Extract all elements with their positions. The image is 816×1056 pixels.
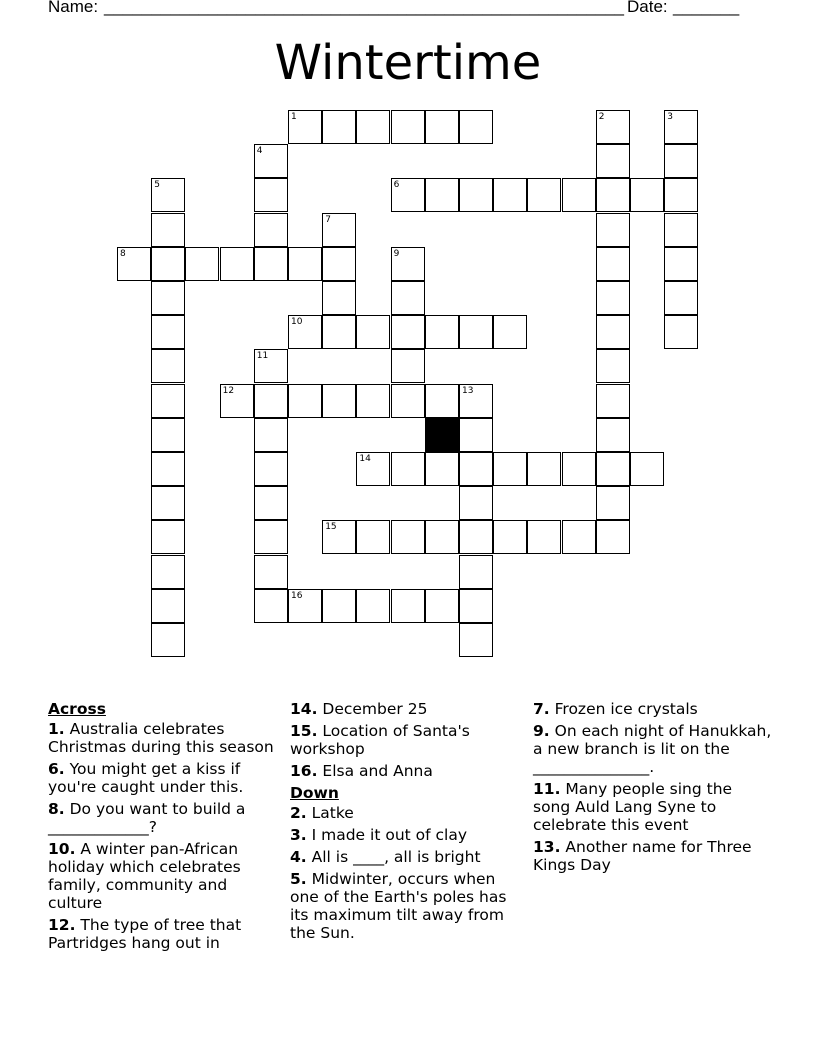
down-clue-list-continued (533, 700, 773, 874)
grid-cell[interactable] (322, 315, 356, 349)
grid-cell[interactable] (322, 589, 356, 623)
grid-cell[interactable] (151, 520, 185, 554)
across-clue (290, 722, 520, 758)
clue-text: Australia celebrates Christmas during this season (48, 720, 274, 756)
clue-number: 2 (598, 112, 605, 122)
across-clue-list-continued (290, 700, 520, 780)
grid-cell[interactable] (596, 247, 630, 281)
clue-text: December 25 (322, 700, 428, 718)
grid-cell[interactable] (356, 315, 390, 349)
across-clue (48, 800, 284, 836)
grid-cell[interactable] (151, 315, 185, 349)
grid-cell[interactable] (425, 384, 459, 418)
grid-cell[interactable] (254, 486, 288, 520)
grid-cell[interactable] (664, 281, 698, 315)
grid-cell[interactable] (493, 315, 527, 349)
grid-cell[interactable] (254, 589, 288, 623)
grid-cell[interactable] (493, 178, 527, 212)
down-clue (533, 722, 773, 776)
down-clue-list (290, 804, 520, 942)
grid-cell[interactable] (220, 247, 254, 281)
across-clue (48, 840, 284, 912)
clues-column-1 (48, 700, 284, 956)
grid-cell[interactable] (459, 110, 493, 144)
grid-cell[interactable] (425, 178, 459, 212)
grid-cell[interactable] (356, 520, 390, 554)
clue-number: 9 (393, 248, 400, 259)
clue-text: The type of tree that Partridges hang out in (48, 916, 242, 952)
grid-cell[interactable] (288, 384, 322, 418)
grid-cell[interactable] (254, 520, 288, 554)
grid-cell[interactable] (493, 520, 527, 554)
clue-number-label: 14. (290, 700, 318, 718)
clue-text: Do you want to build a _____________? (48, 800, 246, 836)
clue-number-label: 15. (290, 722, 318, 740)
clue-text: Midwinter, occurs when one of the Earth's poles has its maximum tilt away from the Sun. (290, 870, 507, 942)
grid-cell[interactable] (391, 452, 425, 486)
clue-number-label: 2. (290, 804, 307, 822)
grid-cell[interactable] (664, 213, 698, 247)
grid-cell[interactable] (493, 452, 527, 486)
grid-cell[interactable] (254, 213, 288, 247)
clue-text: Elsa and Anna (322, 762, 433, 780)
grid-cell[interactable] (596, 315, 630, 349)
name-label: Name: (48, 0, 99, 16)
grid-cell[interactable] (356, 384, 390, 418)
down-heading: Down (290, 784, 339, 802)
grid-cell[interactable] (391, 589, 425, 623)
clue-number-label: 8. (48, 800, 65, 818)
down-clue (533, 700, 773, 718)
grid-cell[interactable] (630, 452, 664, 486)
grid-cell[interactable] (596, 384, 630, 418)
grid-cell[interactable] (151, 418, 185, 452)
grid-cell[interactable] (562, 452, 596, 486)
across-heading: Across (48, 700, 106, 718)
grid-cell[interactable] (391, 281, 425, 315)
grid-cell[interactable] (185, 247, 219, 281)
grid-cell[interactable] (151, 486, 185, 520)
down-clue (290, 848, 520, 866)
clue-number-label: 7. (533, 700, 550, 718)
across-clue (290, 700, 520, 718)
across-clue (48, 760, 284, 796)
grid-cell[interactable] (425, 589, 459, 623)
grid-cell[interactable] (254, 384, 288, 418)
grid-cell[interactable] (254, 178, 288, 212)
grid-cell[interactable] (664, 315, 698, 349)
clue-number: 11 (256, 351, 269, 362)
clues-column-2 (290, 700, 520, 946)
grid-cell[interactable] (151, 247, 185, 281)
grid-cell[interactable] (322, 281, 356, 315)
clue-number-label: 12. (48, 916, 76, 934)
grid-cell[interactable] (425, 110, 459, 144)
clue-number: 4 (256, 146, 263, 157)
grid-cell[interactable] (151, 281, 185, 315)
grid-cell[interactable] (356, 589, 390, 623)
clue-number: 16 (291, 590, 303, 601)
grid-cell[interactable] (391, 384, 425, 418)
clue-number: 13 (462, 385, 474, 396)
clue-number: 10 (291, 317, 303, 328)
grid-cell[interactable] (459, 486, 493, 520)
grid-cell[interactable] (322, 247, 356, 281)
clue-number-label: 1. (48, 720, 65, 738)
grid-cell[interactable] (527, 452, 561, 486)
grid-cell[interactable] (664, 247, 698, 281)
clue-number-label: 16. (290, 762, 318, 780)
clue-text: Latke (311, 804, 354, 822)
grid-cell[interactable] (151, 213, 185, 247)
grid-cell[interactable] (151, 384, 185, 418)
clue-number-label: 13. (533, 838, 561, 856)
grid-cell[interactable] (254, 247, 288, 281)
grid-cell[interactable] (527, 178, 561, 212)
grid-cell[interactable] (459, 589, 493, 623)
grid-cell[interactable] (596, 418, 630, 452)
grid-cell[interactable] (151, 452, 185, 486)
grid-cell[interactable] (459, 623, 493, 657)
black-cell (425, 418, 459, 452)
grid-cell[interactable] (391, 110, 425, 144)
clue-number-label: 10. (48, 840, 76, 858)
grid-cell[interactable] (596, 486, 630, 520)
clue-number: 15 (325, 522, 337, 533)
clue-number: 12 (222, 385, 235, 396)
clue-number-label: 4. (290, 848, 307, 866)
grid-cell[interactable] (459, 315, 493, 349)
across-clue (48, 720, 284, 756)
grid-cell[interactable] (596, 520, 630, 554)
down-clue (290, 870, 520, 942)
clue-text: Another name for Three Kings Day (533, 838, 752, 874)
across-clue (290, 762, 520, 780)
grid-cell[interactable] (596, 144, 630, 178)
clue-number-label: 3. (290, 826, 307, 844)
grid-cell[interactable] (596, 281, 630, 315)
grid-cell[interactable] (151, 623, 185, 657)
grid-cell[interactable] (596, 452, 630, 486)
clue-number: 6 (393, 180, 400, 191)
clue-number-label: 6. (48, 760, 65, 778)
grid-cell[interactable] (630, 178, 664, 212)
grid-cell[interactable] (596, 178, 630, 212)
grid-cell[interactable] (322, 384, 356, 418)
clue-text: You might get a kiss if you're caught under this. (48, 760, 244, 796)
grid-cell[interactable] (288, 247, 322, 281)
grid-cell[interactable] (151, 349, 185, 383)
grid-cell[interactable] (459, 555, 493, 589)
name-field-line[interactable]: _______________________________________________________ (104, 0, 625, 16)
clue-text: On each night of Hanukkah, a new branch is lit on the _______________. (533, 722, 772, 776)
date-label: Date: (627, 0, 668, 16)
across-clue (48, 916, 284, 952)
grid-cell[interactable] (459, 452, 493, 486)
date-field-line[interactable]: _______ (673, 0, 740, 16)
grid-cell[interactable] (459, 178, 493, 212)
grid-cell[interactable] (459, 418, 493, 452)
clue-number: 1 (291, 112, 297, 122)
clue-text: A winter pan-African holiday which celebrates family, community and culture (48, 840, 241, 912)
across-clue-list (48, 720, 284, 952)
grid-cell[interactable] (391, 520, 425, 554)
grid-cell[interactable] (425, 452, 459, 486)
grid-cell[interactable] (322, 110, 356, 144)
clue-text: Many people sing the song Auld Lang Syne to celebrate this event (533, 780, 733, 834)
clue-number-label: 9. (533, 722, 550, 740)
clue-number: 5 (154, 180, 160, 191)
clue-number-label: 5. (290, 870, 307, 888)
clues-column-3 (533, 700, 773, 878)
clue-number-label: 11. (533, 780, 561, 798)
down-clue (290, 804, 520, 822)
grid-cell[interactable] (527, 520, 561, 554)
clue-text: Frozen ice crystals (554, 700, 698, 718)
clue-text: All is ____, all is bright (311, 848, 481, 866)
grid-cell[interactable] (425, 520, 459, 554)
grid-cell[interactable] (254, 555, 288, 589)
grid-cell[interactable] (151, 589, 185, 623)
clue-number: 14 (359, 454, 371, 464)
grid-cell[interactable] (254, 418, 288, 452)
down-clue (290, 826, 520, 844)
grid-cell[interactable] (459, 520, 493, 554)
grid-cell[interactable] (425, 315, 459, 349)
down-clue (533, 780, 773, 834)
grid-cell[interactable] (391, 349, 425, 383)
page-title: Wintertime (274, 35, 542, 91)
grid-cell[interactable] (664, 144, 698, 178)
grid-cell[interactable] (151, 555, 185, 589)
grid-cell[interactable] (356, 110, 390, 144)
clue-number: 8 (120, 248, 126, 259)
grid-cell[interactable] (596, 213, 630, 247)
grid-cell[interactable] (254, 452, 288, 486)
clue-number: 7 (325, 214, 331, 225)
grid-cell[interactable] (391, 315, 425, 349)
clue-text: I made it out of clay (311, 826, 468, 844)
grid-cell[interactable] (562, 178, 596, 212)
down-clue (533, 838, 773, 874)
clue-number: 3 (667, 112, 673, 122)
clue-text: Location of Santa's workshop (290, 722, 470, 758)
grid-cell[interactable] (596, 349, 630, 383)
grid-cell[interactable] (664, 178, 698, 212)
grid-cell[interactable] (562, 520, 596, 554)
